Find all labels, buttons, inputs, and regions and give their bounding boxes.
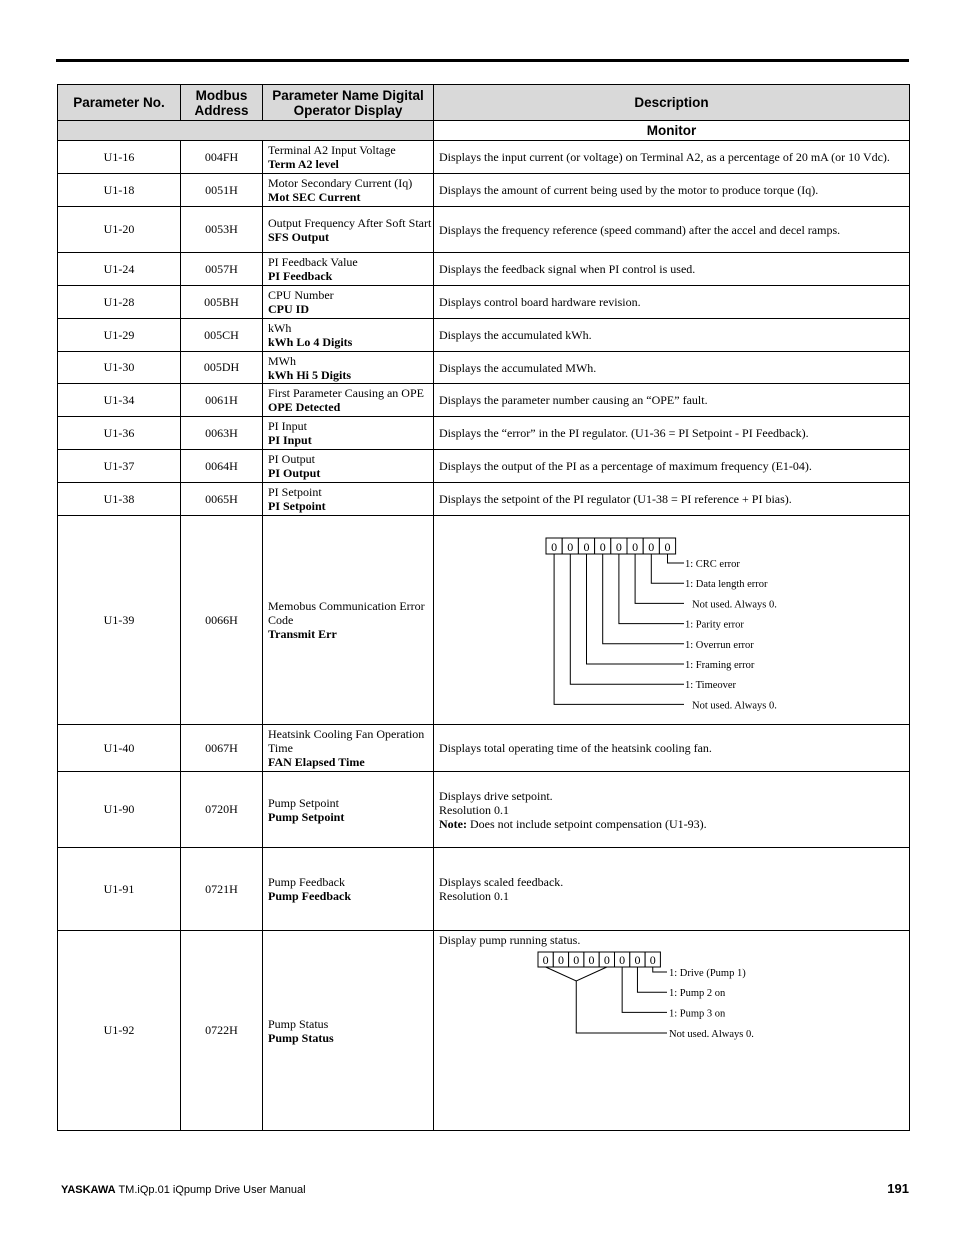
table-row <box>58 253 910 286</box>
description: Display pump running status. <box>439 933 581 947</box>
bit-value: 0 <box>648 540 655 554</box>
modbus-address: 004FH <box>181 141 263 174</box>
table-row <box>58 141 910 174</box>
pump-status-cell <box>434 931 910 1131</box>
bit-value: 0 <box>583 540 590 554</box>
param-no: U1-20 <box>58 207 181 253</box>
param-no: U1-92 <box>58 931 181 1131</box>
modbus-address: 005DH <box>181 352 263 384</box>
description: Displays the accumulated kWh. <box>434 319 910 352</box>
description: Displays the accumulated MWh. <box>434 352 910 384</box>
param-name: MWh <box>268 353 296 368</box>
table-row <box>58 207 910 253</box>
bit-value: 0 <box>599 540 606 554</box>
table-row <box>58 516 910 725</box>
table-row <box>58 319 910 352</box>
leader-line <box>635 554 684 603</box>
param-no: U1-34 <box>58 384 181 417</box>
table-row <box>58 450 910 483</box>
note-text: Does not include setpoint compensation (U1-93). <box>466 816 707 831</box>
table-row <box>58 352 910 384</box>
header-name: Parameter Name Digital Operator Display <box>263 85 434 121</box>
param-name: Heatsink Cooling Fan Operation Time <box>268 727 425 755</box>
param-name: Motor Secondary Current (Iq) <box>268 176 413 190</box>
error-bit-diagram <box>434 516 908 723</box>
bit-value: 0 <box>567 540 574 554</box>
operator-display: Pump Setpoint <box>268 809 345 824</box>
param-no: U1-30 <box>58 352 181 384</box>
param-name-cell <box>263 450 434 483</box>
param-name-cell <box>263 417 434 450</box>
modbus-address: 0053H <box>181 207 263 253</box>
parameter-table <box>57 84 910 1131</box>
modbus-address: 0057H <box>181 253 263 286</box>
description: Displays the parameter number causing an “OPE” fault. <box>434 384 910 417</box>
bit-label: 1: Data length error <box>685 579 768 591</box>
leader-line <box>668 554 685 563</box>
operator-display: Pump Feedback <box>268 889 352 903</box>
description-cell <box>434 848 910 931</box>
operator-display: OPE Detected <box>268 400 341 414</box>
bit-labels <box>669 968 754 1040</box>
table-row <box>58 725 910 772</box>
note-line <box>439 817 909 831</box>
operator-display: PI Setpoint <box>268 499 326 513</box>
operator-display: kWh Lo 4 Digits <box>268 335 353 349</box>
description-cell <box>434 772 910 848</box>
param-name-cell <box>263 174 434 207</box>
table-row <box>58 848 910 931</box>
bit-value: 0 <box>603 953 610 967</box>
resolution-line: Resolution 0.1 <box>439 889 510 903</box>
param-no: U1-18 <box>58 174 181 207</box>
param-name: kWh <box>268 321 292 335</box>
bit-label: Not used. Always 0. <box>692 599 777 611</box>
description: Displays the amount of current being used by the motor to produce torque (Iq). <box>434 174 910 207</box>
modbus-address: 0064H <box>181 450 263 483</box>
param-name: Pump Status <box>268 1016 329 1031</box>
bit-diagram-cell <box>434 516 910 725</box>
operator-display: FAN Elapsed Time <box>268 755 365 769</box>
param-name: Memobus Communication Error Code <box>268 599 425 627</box>
note-label: Note: <box>439 816 467 831</box>
leader-line <box>546 967 607 981</box>
operator-display: PI Feedback <box>268 269 333 283</box>
table-row <box>58 483 910 516</box>
modbus-address: 0066H <box>181 516 263 725</box>
operator-display: PI Input <box>268 433 312 447</box>
description: Displays the “error” in the PI regulator. (U1-36 = PI Setpoint - PI Feedback). <box>434 417 910 450</box>
modbus-address: 0063H <box>181 417 263 450</box>
param-no: U1-24 <box>58 253 181 286</box>
param-name: PI Input <box>268 419 307 433</box>
param-name-cell <box>263 772 434 848</box>
description: Displays control board hardware revision. <box>434 286 910 319</box>
param-name-cell <box>263 384 434 417</box>
footer-brand: YASKAWA <box>61 1184 116 1196</box>
header-row <box>58 85 910 121</box>
resolution-line: Resolution 0.1 <box>439 802 510 817</box>
table-row <box>58 772 910 848</box>
leader-line <box>637 967 667 992</box>
param-name: PI Output <box>268 452 316 466</box>
param-no: U1-90 <box>58 772 181 848</box>
modbus-address: 0061H <box>181 384 263 417</box>
bit-leader-lines <box>546 967 667 1033</box>
param-name-cell <box>263 319 434 352</box>
bit-value: 0 <box>588 953 595 967</box>
modbus-address: 005CH <box>181 319 263 352</box>
bit-value: 0 <box>557 953 564 967</box>
footer-manual: TM.iQp.01 iQpump Drive User Manual <box>115 1184 306 1196</box>
bit-label: 1: CRC error <box>685 559 740 570</box>
description: Displays the setpoint of the PI regulator (U1-38 = PI reference + PI bias). <box>434 483 910 516</box>
bit-value: 0 <box>664 540 671 554</box>
param-name: First Parameter Causing an OPE <box>268 386 424 400</box>
table-row <box>58 931 910 1131</box>
bit-label: 1: Pump 2 on <box>669 988 726 1000</box>
modbus-address: 0720H <box>181 772 263 848</box>
param-name-cell <box>263 352 434 384</box>
header-param-no: Parameter No. <box>58 85 181 121</box>
bit-value: 0 <box>615 540 622 554</box>
param-name-cell <box>263 931 434 1131</box>
leader-line <box>570 554 684 684</box>
header-modbus: Modbus Address <box>181 85 263 121</box>
bit-boxes <box>546 538 676 554</box>
param-name-cell <box>263 848 434 931</box>
bit-value: 0 <box>551 540 558 554</box>
modbus-address: 0051H <box>181 174 263 207</box>
bit-leader-lines <box>554 554 684 704</box>
operator-display: Pump Status <box>268 1030 334 1045</box>
param-no: U1-38 <box>58 483 181 516</box>
param-no: U1-28 <box>58 286 181 319</box>
param-no: U1-39 <box>58 516 181 725</box>
description: Displays the output of the PI as a percentage of maximum frequency (E1-04). <box>434 450 910 483</box>
param-name-cell <box>263 141 434 174</box>
table-row <box>58 174 910 207</box>
param-no: U1-91 <box>58 848 181 931</box>
param-name-cell <box>263 253 434 286</box>
bit-value: 0 <box>619 953 626 967</box>
description-line: Displays drive setpoint. <box>439 788 553 803</box>
page-number: 191 <box>887 1181 909 1196</box>
top-rule <box>56 59 909 62</box>
param-name: Terminal A2 Input Voltage <box>268 143 396 157</box>
bit-value: 0 <box>573 953 580 967</box>
param-name: CPU Number <box>268 288 334 302</box>
modbus-address: 0722H <box>181 931 263 1131</box>
table-row <box>58 384 910 417</box>
bit-label: Not used. Always 0. <box>669 1029 754 1040</box>
bit-label: 1: Framing error <box>685 660 755 671</box>
operator-display: Transmit Err <box>268 627 337 641</box>
footer-manual-title <box>61 1184 306 1196</box>
operator-display: CPU ID <box>268 302 309 316</box>
operator-display: kWh Hi 5 Digits <box>268 367 352 382</box>
pump-bit-diagram <box>434 947 908 1127</box>
param-no: U1-36 <box>58 417 181 450</box>
description: Displays the frequency reference (speed command) after the accel and decel ramps. <box>434 207 910 253</box>
modbus-address: 0067H <box>181 725 263 772</box>
param-name: Pump Feedback <box>268 875 345 889</box>
param-name-cell <box>263 286 434 319</box>
bit-value: 0 <box>634 953 641 967</box>
param-name: PI Setpoint <box>268 485 322 499</box>
param-name-cell <box>263 483 434 516</box>
leader-line <box>653 967 667 972</box>
bit-labels <box>685 559 777 711</box>
bit-label: 1: Pump 3 on <box>669 1008 726 1020</box>
bit-label: Not used. Always 0. <box>692 700 777 712</box>
description: Displays total operating time of the heatsink cooling fan. <box>434 725 910 772</box>
bit-label: 1: Drive (Pump 1) <box>669 968 746 979</box>
leader-line <box>603 554 684 644</box>
param-no: U1-29 <box>58 319 181 352</box>
description-line: Displays scaled feedback. <box>439 875 564 889</box>
section-row <box>58 121 910 141</box>
param-name-cell <box>263 725 434 772</box>
param-name: Pump Setpoint <box>268 795 340 810</box>
section-title: Monitor <box>434 121 910 141</box>
bit-value: 0 <box>542 953 549 967</box>
operator-display: SFS Output <box>268 229 330 244</box>
bit-label: 1: Timeover <box>685 680 737 692</box>
param-no: U1-40 <box>58 725 181 772</box>
table-row <box>58 417 910 450</box>
param-name: PI Feedback Value <box>268 255 358 269</box>
modbus-address: 005BH <box>181 286 263 319</box>
bit-boxes <box>538 952 660 967</box>
section-blank <box>58 121 434 141</box>
table-row <box>58 286 910 319</box>
param-name: Output Frequency After Soft Start <box>268 215 432 230</box>
bit-label: 1: Overrun error <box>685 639 754 651</box>
description: Displays the input current (or voltage) on Terminal A2, as a percentage of 20 mA (or 10 Vdc). <box>434 141 910 174</box>
description: Displays the feedback signal when PI control is used. <box>434 253 910 286</box>
operator-display: Term A2 level <box>268 157 339 171</box>
modbus-address: 0721H <box>181 848 263 931</box>
bit-value: 0 <box>632 540 639 554</box>
param-no: U1-16 <box>58 141 181 174</box>
leader-line <box>622 967 667 1012</box>
param-name-cell <box>263 207 434 253</box>
param-no: U1-37 <box>58 450 181 483</box>
operator-display: PI Output <box>268 466 321 480</box>
leader-line <box>576 981 667 1033</box>
operator-display: Mot SEC Current <box>268 190 361 204</box>
header-description: Description <box>434 85 910 121</box>
modbus-address: 0065H <box>181 483 263 516</box>
param-name-cell <box>263 516 434 725</box>
bit-label: 1: Parity error <box>685 619 744 631</box>
bit-value: 0 <box>649 953 656 967</box>
